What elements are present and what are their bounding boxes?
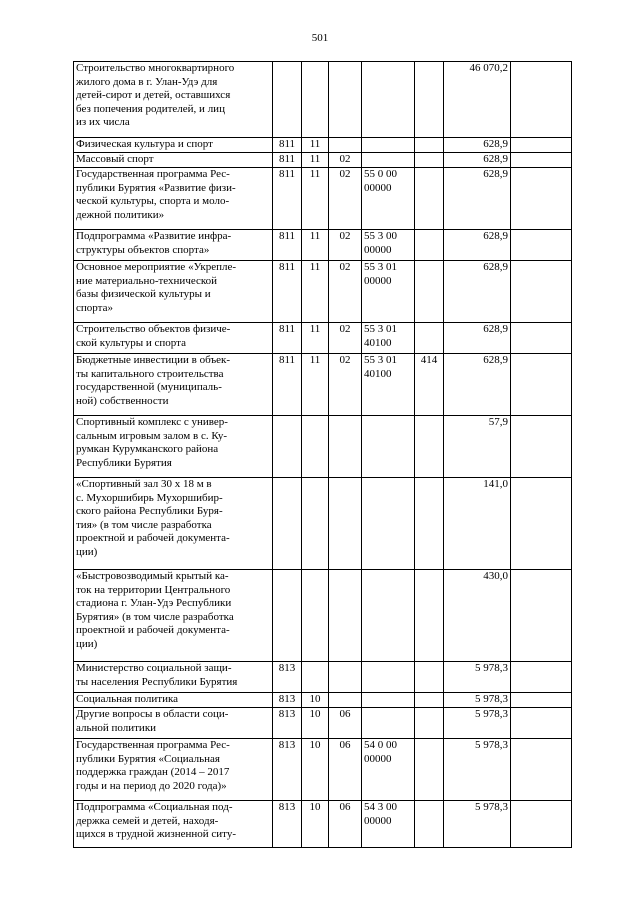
expense-code <box>415 261 444 323</box>
row-name: Государственная программа Рес- публики Бурятия «Развитие физи- ческой культуры, спорта и моло- дежной политики» <box>74 168 273 230</box>
section-code: 11 <box>302 230 329 261</box>
section-code: 11 <box>302 261 329 323</box>
empty-cell <box>511 416 572 478</box>
empty-cell <box>511 138 572 153</box>
section-code: 11 <box>302 153 329 168</box>
expense-code <box>415 739 444 801</box>
expense-code <box>415 570 444 662</box>
row-name: Другие вопросы в области соци- альной политики <box>74 708 273 739</box>
section-code: 10 <box>302 801 329 848</box>
row-name: Подпрограмма «Социальная под- держка семей и детей, находя- щихся в трудной жизненной ситу- <box>74 801 273 848</box>
empty-cell <box>511 801 572 848</box>
empty-cell <box>511 662 572 693</box>
table-row <box>74 138 572 153</box>
empty-cell <box>511 708 572 739</box>
section-code <box>302 416 329 478</box>
section-code <box>302 478 329 570</box>
section-code: 10 <box>302 739 329 801</box>
subsection-code: 02 <box>329 261 362 323</box>
row-name: Основное мероприятие «Укрепле- ние материально-технической базы физической культуры и спорта» <box>74 261 273 323</box>
table-row <box>74 261 572 323</box>
table-row <box>74 323 572 354</box>
expense-code <box>415 323 444 354</box>
section-code <box>302 62 329 138</box>
section-code: 11 <box>302 138 329 153</box>
empty-cell <box>511 570 572 662</box>
ministry-code <box>273 416 302 478</box>
target-code: 55 3 01 40100 <box>362 323 415 354</box>
expense-code <box>415 478 444 570</box>
target-code: 55 3 00 00000 <box>362 230 415 261</box>
ministry-code <box>273 62 302 138</box>
expense-code <box>415 230 444 261</box>
table-row <box>74 416 572 478</box>
table-row <box>74 570 572 662</box>
row-name: Массовый спорт <box>74 153 273 168</box>
table-row <box>74 153 572 168</box>
expense-code <box>415 168 444 230</box>
expense-code <box>415 801 444 848</box>
ministry-code: 811 <box>273 354 302 416</box>
ministry-code <box>273 570 302 662</box>
row-name: «Быстровозводимый крытый ка- ток на территории Центрального стадиона г. Улан-Удэ Республики Бурятия» (в том числе разработка проектной и рабочей документа- ции) <box>74 570 273 662</box>
target-code <box>362 153 415 168</box>
amount: 628,9 <box>444 230 511 261</box>
subsection-code <box>329 693 362 708</box>
expense-code <box>415 138 444 153</box>
table-row <box>74 354 572 416</box>
row-name: Строительство объектов физиче- ской культуры и спорта <box>74 323 273 354</box>
subsection-code: 06 <box>329 801 362 848</box>
subsection-code: 02 <box>329 323 362 354</box>
target-code <box>362 138 415 153</box>
subsection-code: 02 <box>329 354 362 416</box>
table-row <box>74 662 572 693</box>
table-row <box>74 801 572 848</box>
row-name: Физическая культура и спорт <box>74 138 273 153</box>
amount: 141,0 <box>444 478 511 570</box>
subsection-code: 02 <box>329 153 362 168</box>
target-code <box>362 62 415 138</box>
expense-code <box>415 693 444 708</box>
expense-code <box>415 62 444 138</box>
empty-cell <box>511 478 572 570</box>
target-code <box>362 662 415 693</box>
section-code <box>302 662 329 693</box>
empty-cell <box>511 323 572 354</box>
row-name: Государственная программа Рес- публики Бурятия «Социальная поддержка граждан (2014 – 2017 годы и на период до 2020 года)» <box>74 739 273 801</box>
budget-table <box>73 61 572 848</box>
expense-code <box>415 153 444 168</box>
section-code: 11 <box>302 168 329 230</box>
amount: 5 978,3 <box>444 708 511 739</box>
empty-cell <box>511 62 572 138</box>
empty-cell <box>511 739 572 801</box>
table-row <box>74 168 572 230</box>
page-number: 501 <box>311 32 329 44</box>
amount: 5 978,3 <box>444 662 511 693</box>
row-name: Бюджетные инвестиции в объек- ты капитального строительства государственной (муниципаль- ной) собственности <box>74 354 273 416</box>
amount: 46 070,2 <box>444 62 511 138</box>
subsection-code: 02 <box>329 168 362 230</box>
amount: 430,0 <box>444 570 511 662</box>
ministry-code: 813 <box>273 708 302 739</box>
subsection-code <box>329 478 362 570</box>
ministry-code: 811 <box>273 153 302 168</box>
amount: 5 978,3 <box>444 693 511 708</box>
expense-code: 414 <box>415 354 444 416</box>
target-code <box>362 708 415 739</box>
target-code: 55 0 00 00000 <box>362 168 415 230</box>
section-code: 10 <box>302 708 329 739</box>
row-name: Министерство социальной защи- ты населения Республики Бурятия <box>74 662 273 693</box>
amount: 5 978,3 <box>444 739 511 801</box>
target-code <box>362 570 415 662</box>
row-name: Социальная политика <box>74 693 273 708</box>
subsection-code: 06 <box>329 739 362 801</box>
empty-cell <box>511 261 572 323</box>
target-code <box>362 416 415 478</box>
section-code: 11 <box>302 323 329 354</box>
amount: 5 978,3 <box>444 801 511 848</box>
section-code <box>302 570 329 662</box>
table-row <box>74 62 572 138</box>
row-name: «Спортивный зал 30 х 18 м в с. Мухоршибирь Мухоршибир- ского района Республики Буря- тия» (в том числе разработка проектной и рабочей документа- ции) <box>74 478 273 570</box>
target-code <box>362 478 415 570</box>
ministry-code: 811 <box>273 323 302 354</box>
target-code: 55 3 01 40100 <box>362 354 415 416</box>
table-row <box>74 708 572 739</box>
ministry-code: 811 <box>273 261 302 323</box>
subsection-code <box>329 138 362 153</box>
ministry-code: 813 <box>273 801 302 848</box>
target-code: 54 0 00 00000 <box>362 739 415 801</box>
ministry-code: 811 <box>273 138 302 153</box>
ministry-code: 811 <box>273 230 302 261</box>
table-row <box>74 693 572 708</box>
section-code: 11 <box>302 354 329 416</box>
section-code: 10 <box>302 693 329 708</box>
expense-code <box>415 416 444 478</box>
empty-cell <box>511 693 572 708</box>
ministry-code: 813 <box>273 693 302 708</box>
amount: 57,9 <box>444 416 511 478</box>
ministry-code <box>273 478 302 570</box>
empty-cell <box>511 168 572 230</box>
amount: 628,9 <box>444 138 511 153</box>
amount: 628,9 <box>444 261 511 323</box>
row-name: Строительство многоквартирного жилого дома в г. Улан-Удэ для детей-сирот и детей, оставшихся без попечения родителей, и лиц из их числа <box>74 62 273 138</box>
ministry-code: 811 <box>273 168 302 230</box>
expense-code <box>415 662 444 693</box>
empty-cell <box>511 354 572 416</box>
target-code <box>362 693 415 708</box>
subsection-code: 06 <box>329 708 362 739</box>
subsection-code <box>329 416 362 478</box>
ministry-code: 813 <box>273 739 302 801</box>
amount: 628,9 <box>444 153 511 168</box>
subsection-code: 02 <box>329 230 362 261</box>
table-row <box>74 478 572 570</box>
expense-code <box>415 708 444 739</box>
amount: 628,9 <box>444 168 511 230</box>
row-name: Спортивный комплекс с универ- сальным игровым залом в с. Ку- румкан Курумканского района Республики Бурятия <box>74 416 273 478</box>
amount: 628,9 <box>444 354 511 416</box>
subsection-code <box>329 662 362 693</box>
empty-cell <box>511 153 572 168</box>
table-row <box>74 739 572 801</box>
target-code: 55 3 01 00000 <box>362 261 415 323</box>
subsection-code <box>329 62 362 138</box>
target-code: 54 3 00 00000 <box>362 801 415 848</box>
amount: 628,9 <box>444 323 511 354</box>
ministry-code: 813 <box>273 662 302 693</box>
empty-cell <box>511 230 572 261</box>
table-row <box>74 230 572 261</box>
subsection-code <box>329 570 362 662</box>
row-name: Подпрограмма «Развитие инфра- структуры объектов спорта» <box>74 230 273 261</box>
